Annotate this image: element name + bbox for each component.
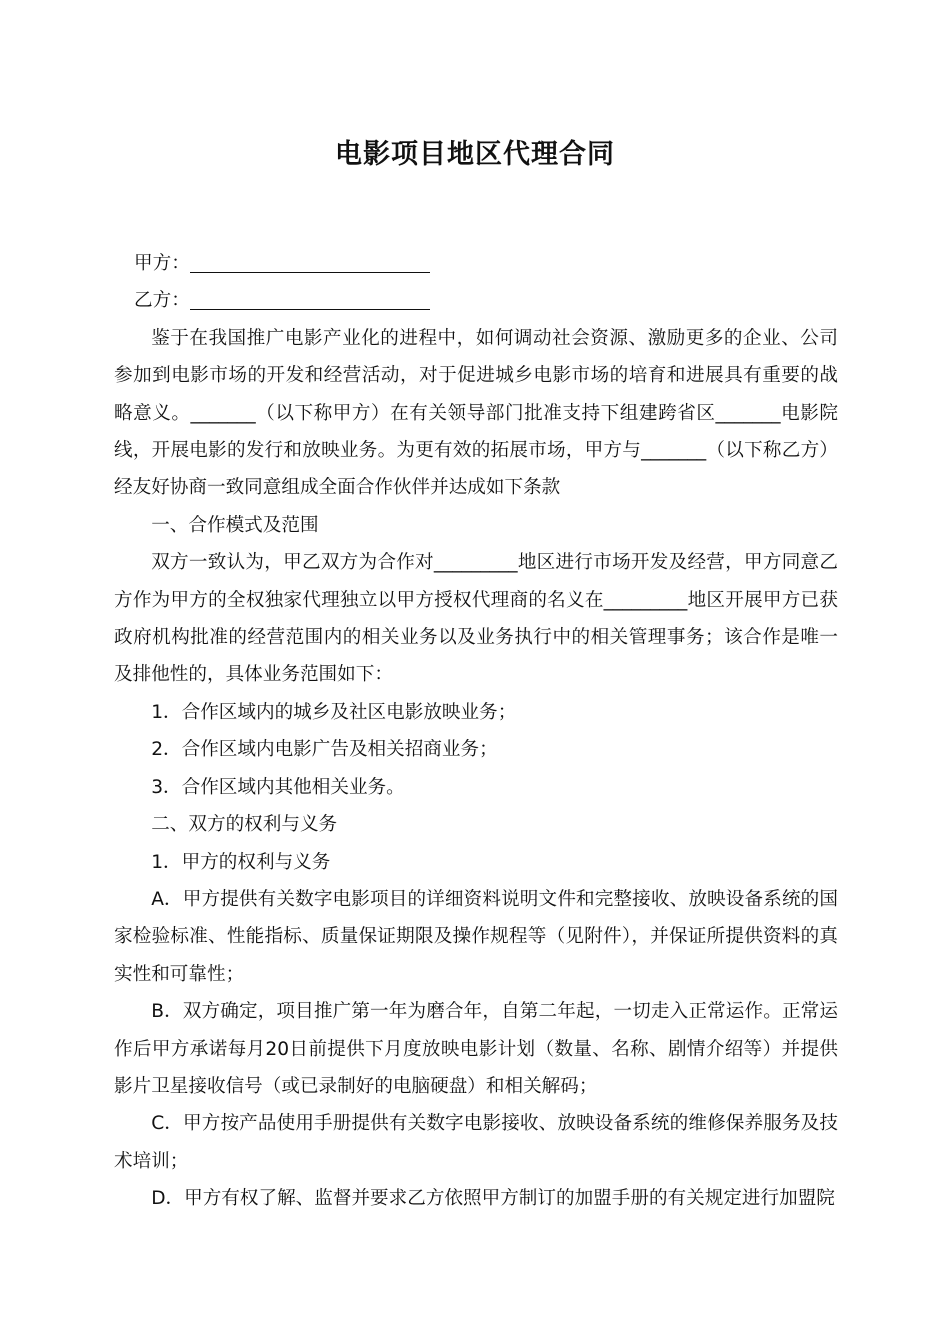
document-title: 电影项目地区代理合同 bbox=[335, 139, 615, 170]
cooperation-paragraph: 双方一致认为，甲乙双方为合作对_________地区进行市场开发及经营，甲方同意乙方作为甲方的全权独家代理独立以甲方授权代理商的名义在_________地区开展甲方已获政府机构批准的经营范围内的相关业务以及业务执行中的相关管理事务；该合作是唯一及排他性的，具体业务范围如下： bbox=[114, 552, 838, 686]
scope-item-3: 3．合作区域内其他相关业务。 bbox=[151, 776, 405, 798]
section-heading-cooperation: 一、合作模式及范围 bbox=[151, 514, 319, 536]
party-a-line bbox=[114, 245, 838, 282]
party-a-label: 甲方： bbox=[134, 253, 190, 274]
scope-item-2: 2．合作区域内电影广告及相关招商业务； bbox=[151, 739, 498, 761]
clause-c: C．甲方按产品使用手册提供有关数字电影接收、放映设备系统的维修保养服务及技术培训； bbox=[114, 1113, 838, 1172]
clause-b: B．双方确定，项目推广第一年为磨合年，自第二年起，一切走入正常运作。正常运作后甲方承诺每月20日前提供下月度放映电影计划（数量、名称、剧情介绍等）并提供影片卫星接收信号（或已录制好的电脑硬盘）和相关解码； bbox=[114, 1001, 838, 1097]
party-b-blank bbox=[190, 289, 430, 310]
subsection-heading-party-a: 1．甲方的权利与义务 bbox=[151, 851, 331, 873]
preamble-paragraph: 鉴于在我国推广电影产业化的进程中，如何调动社会资源、激励更多的企业、公司参加到电影市场的开发和经营活动，对于促进城乡电影市场的培育和进展具有重要的战略意义。_______（以下称甲方）在有关领导部门批准支持下组建跨省区_______电影院线，开展电影的发行和放映业务。为更有效的拓展市场，甲方与_______（以下称乙方）经友好协商一致同意组成全面合作伙伴并达成如下条款 bbox=[114, 327, 838, 499]
section-heading-rights: 二、双方的权利与义务 bbox=[151, 814, 338, 836]
party-b-label: 乙方： bbox=[134, 290, 190, 312]
party-a-blank bbox=[190, 252, 430, 273]
clause-a: A．甲方提供有关数字电影项目的详细资料说明文件和完整接收、放映设备系统的国家检验标准、性能指标、质量保证期限及操作规程等（见附件），并保证所提供资料的真实性和可靠性； bbox=[114, 888, 838, 985]
clause-d: D．甲方有权了解、监督并要求乙方依照甲方制订的加盟手册的有关规定进行加盟院 bbox=[151, 1188, 835, 1210]
scope-item-1: 1．合作区域内的城乡及社区电影放映业务； bbox=[151, 701, 517, 723]
party-b-line bbox=[114, 282, 838, 319]
document-body bbox=[114, 245, 838, 1218]
